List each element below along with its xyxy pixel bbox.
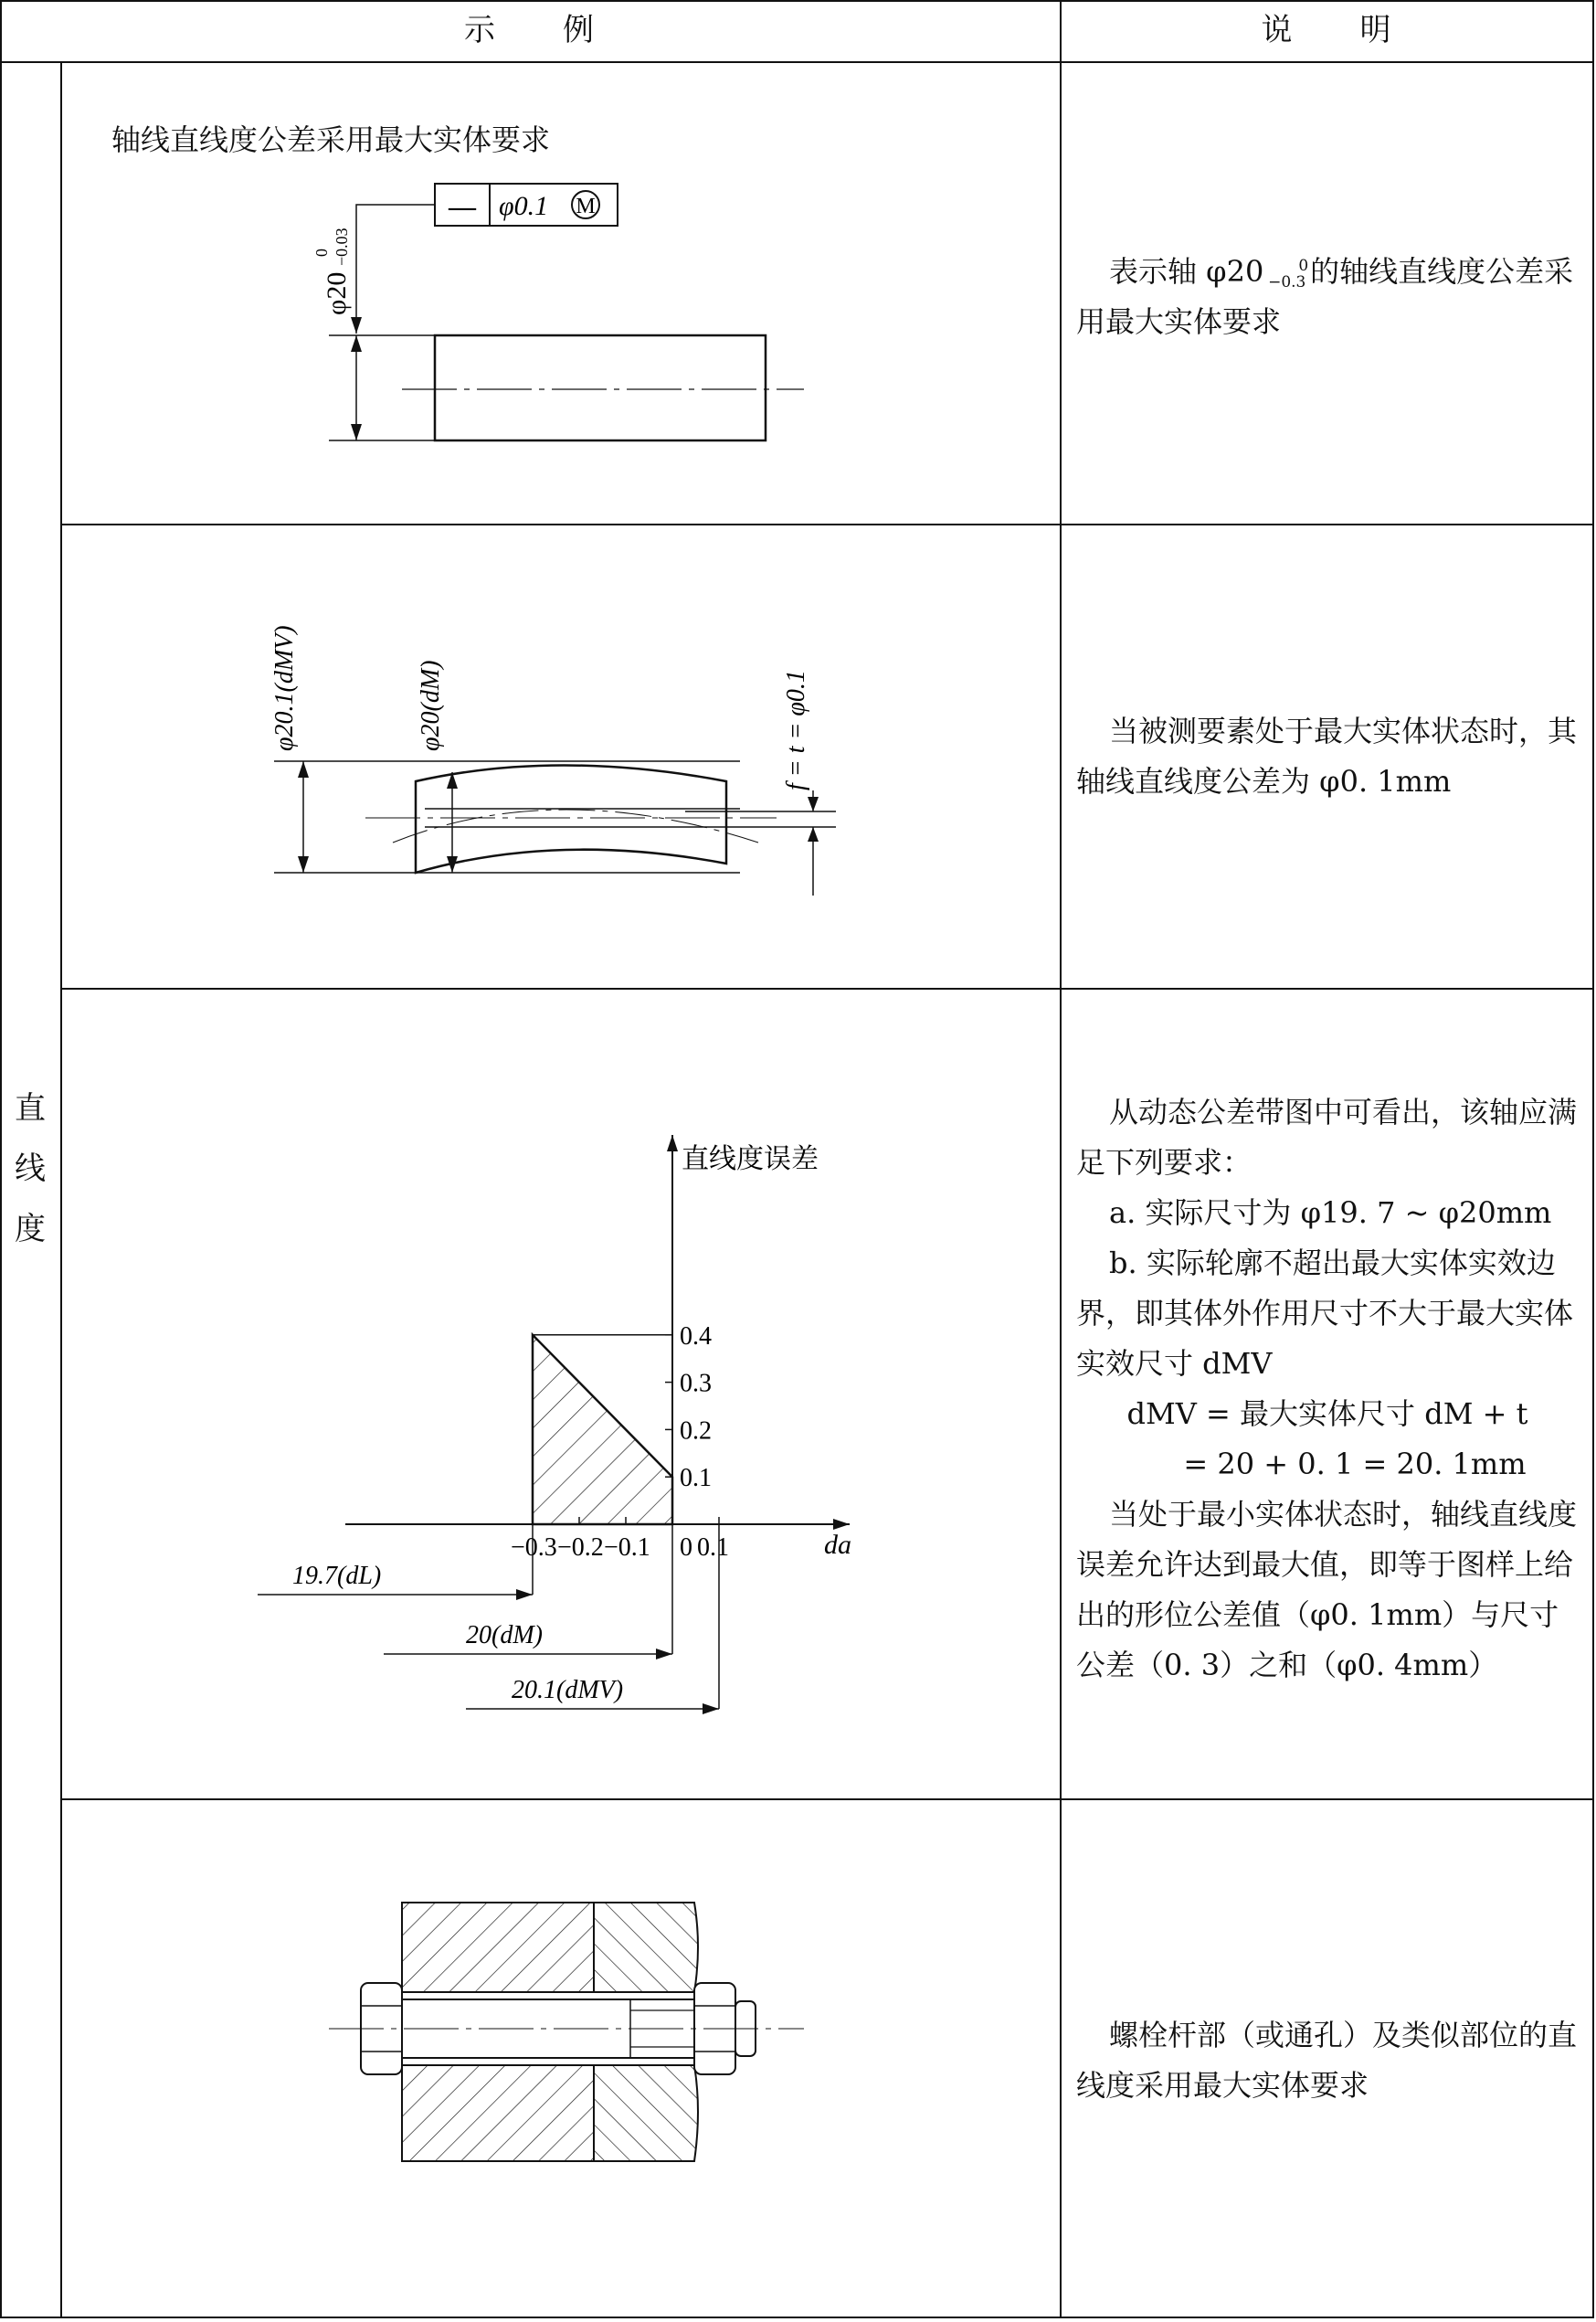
- x-tick-label: −0.2: [557, 1533, 604, 1562]
- header-example: 示 例: [464, 12, 596, 48]
- x-axis-arrow: [833, 1519, 850, 1530]
- size-marker-label: 20(dM): [466, 1621, 543, 1649]
- header-divider: [0, 61, 1594, 63]
- label-dmv: φ20.1(dMV): [270, 625, 299, 751]
- svg-text:0: 0: [312, 249, 331, 257]
- y-tick-label: 0.4: [680, 1321, 712, 1351]
- svg-text:−0.03: −0.03: [333, 228, 351, 266]
- y-tick-label: 0.1: [680, 1464, 712, 1493]
- label-dm: φ20(dM): [417, 660, 445, 751]
- row2-description: 当被测要素处于最大实体状态时，其轴线直线度公差为 φ0. 1mm: [1076, 714, 1578, 799]
- svg-text:φ20: φ20: [322, 271, 352, 315]
- size-marker-arrow: [703, 1703, 719, 1714]
- x-axis-label: da: [824, 1530, 851, 1560]
- size-marker-arrow: [516, 1589, 533, 1600]
- row4-description: 螺栓杆部（或通孔）及类似部位的直线度采用最大实体要求: [1076, 2018, 1578, 2103]
- row1-description: 表示轴 φ20 0 −0.3 的轴线直线度公差采用最大实体要求: [1076, 254, 1574, 339]
- row-divider: [60, 988, 1594, 990]
- y-tick-label: 0.2: [680, 1416, 712, 1446]
- size-marker-label: 20.1(dMV): [512, 1676, 624, 1704]
- x-tick-label: 0: [680, 1533, 692, 1562]
- row1-caption: 轴线直线度公差采用最大实体要求: [111, 122, 551, 157]
- tolerance-zone-region: [533, 1335, 672, 1524]
- bent-shaft: [416, 766, 726, 874]
- row1-drawing: [274, 164, 840, 475]
- fcf-value: φ0.1: [499, 191, 549, 221]
- row-divider: [60, 524, 1594, 525]
- fcf-symbol: —: [449, 192, 476, 222]
- y-tick-label: 0.3: [680, 1369, 712, 1398]
- size-marker-label: 19.7(dL): [292, 1562, 382, 1590]
- y-axis-arrow: [667, 1135, 678, 1151]
- x-tick-label: −0.3: [511, 1533, 557, 1562]
- shaft: [435, 335, 766, 440]
- row-divider: [60, 1798, 1594, 1800]
- category-label: 直 线 度: [15, 1090, 46, 1247]
- tolerance-zone-chart: [247, 1060, 868, 1727]
- x-tick-label: −0.1: [604, 1533, 650, 1562]
- column-divider: [1060, 0, 1062, 2318]
- dimension-label: [312, 228, 352, 315]
- header-explanation: 说 明: [1261, 12, 1393, 48]
- y-axis-label: 直线度误差: [682, 1144, 819, 1174]
- label-ft: f = t = φ0.1: [782, 670, 810, 790]
- row3-description: 从动态公差带图中可看出，该轴应满足下列要求： a. 实际尺寸为 φ19. 7 ~ φ20mm b. 实际轮廓不超出最大实体实效边界，即其体外作用尺寸不大于最大实体实效尺寸 dMV dMV = 最大实体尺寸 dM + t = 20 + 0. 1 = 20. 1mm 当处于最小实体状态时，轴线直线度误差允许达到最大值，即等于图样上给出的形位公差值（φ0. 1mm）与尺寸公差（0. 3）之和（φ0. 4mm）: [1076, 1095, 1578, 1682]
- row2-drawing: [228, 594, 904, 914]
- size-marker-arrow: [656, 1649, 672, 1659]
- bolt-joint-drawing: [274, 1882, 840, 2184]
- x-tick-label: 0.1: [697, 1533, 729, 1562]
- category-divider: [60, 61, 62, 2318]
- svg-text:M: M: [576, 195, 596, 218]
